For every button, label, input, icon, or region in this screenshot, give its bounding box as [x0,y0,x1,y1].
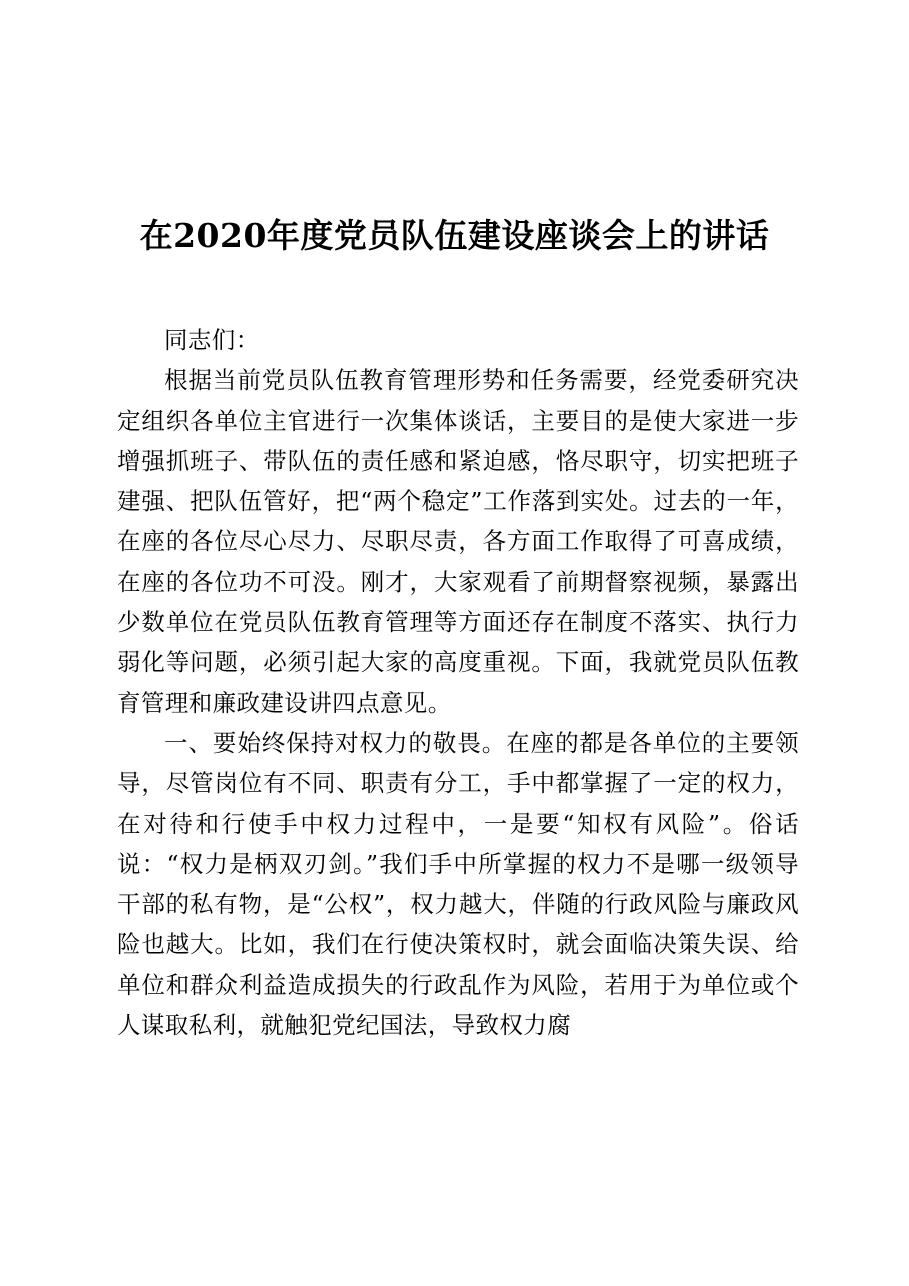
paragraph-point-one: 一、要始终保持对权力的敬畏。在座的都是各单位的主要领导，尽管岗位有不同、职责有分工，手中都掌握了一定的权力，在对待和行使手中权力过程中，一是要“知权有风险”。俗话说：“权力是柄双刃剑。”我们手中所掌握的权力不是哪一级领导干部的私有物，是“公权”，权力越大，伴随的行政风险与廉政风险也越大。比如，我们在行使决策权时，就会面临决策失误、给单位和群众利益造成损失的行政乱作为风险，若用于为单位或个人谋取私利，就触犯党纪国法，导致权力腐 [117,728,799,1040]
paragraph-intro: 根据当前党员队伍教育管理形势和任务需要，经党委研究决定组织各单位主官进行一次集体谈话，主要目的是使大家进一步增强抓班子、带队伍的责任感和紧迫感，恪尽职守，切实把班子建强、把队伍管好，把“两个稳定”工作落到实处。过去的一年，在座的各位尽心尽力、尽职尽责，各方面工作取得了可喜成绩，在座的各位功不可没。刚才，大家观看了前期督察视频，暴露出少数单位在党员队伍教育管理等方面还存在制度不落实、执行力弱化等问题，必须引起大家的高度重视。下面，我就党员队伍教育管理和廉政建设讲四点意见。 [117,366,799,717]
salutation: 同志们： [164,326,260,354]
document-body [117,320,799,1045]
document-title: 在2020年度党员队伍建设座谈会上的讲话 [139,216,770,255]
